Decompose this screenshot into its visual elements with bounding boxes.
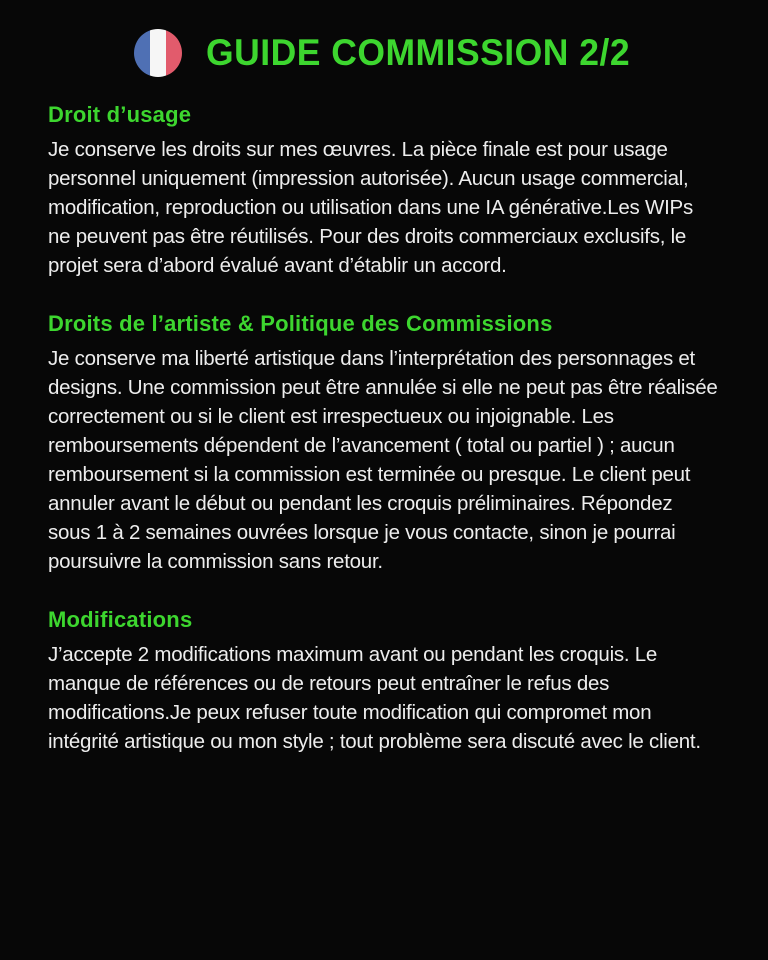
section-body-modifications: J’accepte 2 modifications maximum avant ou pendant les croquis. Le manque de références ou de retours peut entraîner le refus des modifications.Je peux refuser toute modification qui compromet mon intégrité artistique ou mon style ; tout problème sera discuté avec le client. — [48, 643, 701, 753]
page-header — [48, 22, 734, 84]
section-body-droit-usage: Je conserve les droits sur mes œuvres. La pièce finale est pour usage personnel uniquement (impression autorisée). Aucun usage commercial, modification, reproduction ou utilisation dans une IA générative.Les WIPs ne peuvent pas être réutilisés. Pour des droits commerciaux exclusifs, le projet sera d’abord évalué avant d’établir un accord. — [48, 138, 693, 277]
section-droits-artiste — [48, 311, 734, 576]
section-body-droits-artiste: Je conserve ma liberté artistique dans l’interprétation des personnages et designs. Une commission peut être annulée si elle ne peut pas être réalisée correctement ou si le client est irrespectueux ou injoignable. Les remboursements dépendent de l’avancement ( total ou partiel ) ; aucun remboursement si la commission est terminée ou presque. Le client peut annuler avant le début ou pendant les croquis préliminaires. Répondez sous 1 à 2 semaines ouvrées lorsque je vous contacte, sinon je pourrai poursuivre la commission sans retour. — [48, 347, 718, 573]
flag-red-stripe — [166, 29, 182, 77]
section-modifications — [48, 607, 734, 756]
flag-blue-stripe — [134, 29, 150, 77]
section-heading-droits-artiste: Droits de l’artiste & Politique des Commissions — [48, 311, 553, 336]
section-heading-droit-usage: Droit d’usage — [48, 102, 192, 127]
page-title: GUIDE COMMISSION 2/2 — [206, 32, 631, 73]
section-heading-modifications: Modifications — [48, 607, 193, 632]
france-flag-icon — [134, 29, 182, 77]
flag-white-stripe — [150, 29, 166, 77]
section-droit-usage — [48, 102, 734, 280]
